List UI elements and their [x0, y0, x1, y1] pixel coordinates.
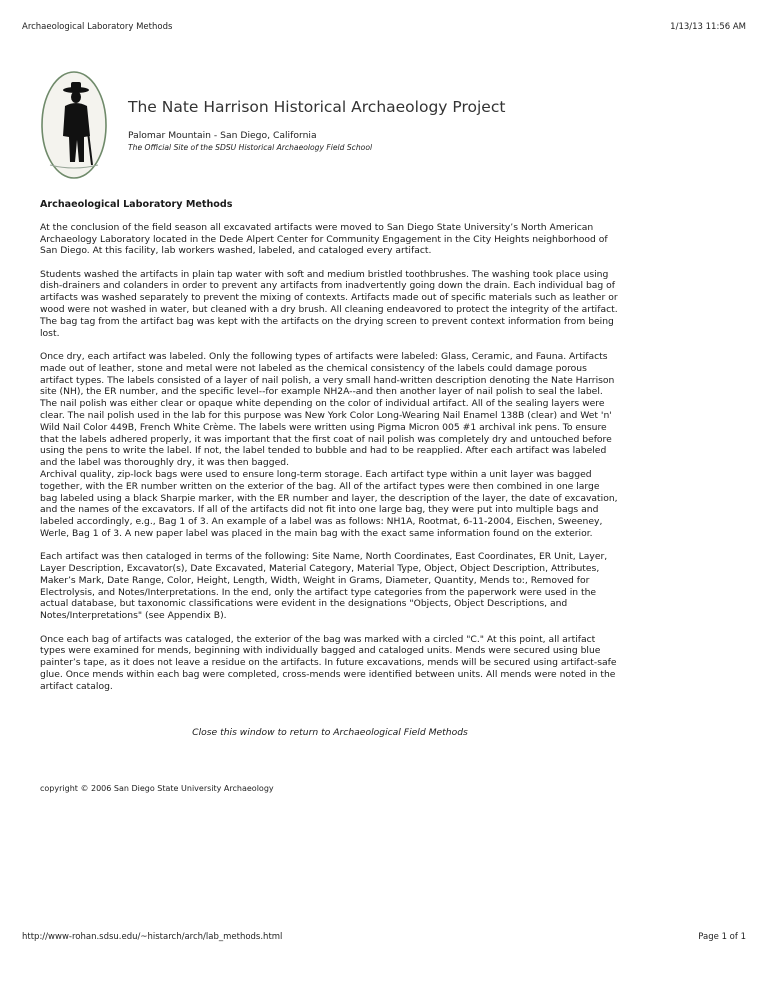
print-header: [22, 22, 746, 32]
close-window-link[interactable]: Close this window to return to Archaeological Field Methods: [192, 727, 468, 738]
project-location: Palomar Mountain - San Diego, California: [128, 130, 317, 141]
copyright-notice: copyright © 2006 San Diego State University Archaeology: [40, 784, 274, 793]
project-tagline: The Official Site of the SDSU Historical Archaeology Field School: [128, 143, 373, 152]
print-footer: [22, 932, 746, 942]
paragraph: Each artifact was then cataloged in terms of the following: Site Name, North Coordinates, East Coordinates, ER Unit, Layer, Layer Description, Excavator(s), Date Excavated, Material Category, Material Type, Object, Object Description, Attributes, Maker’s Mark, Date Range, Color, Height, Length, Width, Weight in Grams, Diameter, Quantity, Mends to:, Removed for Electrolysis, and Notes/Interpretations. In the end, only the artifact type categories from the paperwork were used in the actual database, but taxonomic classifications were evident in the designations "Objects, Object Descriptions, and Notes/Interpretations" (see Appendix B).: [40, 551, 608, 622]
paragraph: Once dry, each artifact was labeled. Only the following types of artifacts were labeled: Glass, Ceramic, and Fauna. Artifacts made out of leather, stone and metal were not labeled as the chemical consistency of the labels could damage porous artifact types. The labels consisted of a layer of nail polish, a very small hand-written description denoting the Nate Harrison site (NH), the ER number, and the specific level--for example NH2A--and then another layer of nail polish to seal the label. The nail polish was either clear or opaque white depending on the color of individual artifact. All of the sealing layers were clear. The nail polish used in the lab for this purpose was New York Color Long-Wearing Nail Enamel 138B (clear) and Wet 'n' Wild Nail Color 449B, French White Crème. The labels were written using Pigma Micron 005 #1 archival ink pens. To ensure that the labels adhered properly, it was important that the first coat of nail polish was completely dry and untouched before using the pens to write the label. If not, the label tended to bubble and had to be reapplied. After each artifact was labeled and the label was thoroughly dry, it was then bagged.: [40, 350, 615, 469]
print-footer-page: Page 1 of 1: [698, 932, 746, 942]
man-silhouette-logo: [40, 70, 108, 180]
paragraph: Archival quality, zip-lock bags were used to ensure long-term storage. Each artifact type within a unit layer was bagged together, with the ER number written on the exterior of the bag. All of the artifact types were then combined in one large bag labeled using a black Sharpie marker, with the ER number and layer, the description of the layer, the date of excavation, and the names of the excavators. If all of the artifacts did not fit into one large bag, they were put into multiple bags and labeled accordingly, e.g., Bag 1 of 3. An example of a label was as follows: NH1A, Rootmat, 6-11-2004, Eischen, Sweeney, Werle, Bag 1 of 3. A new paper label was placed in the main bag with the exact same information found on the exterior.: [40, 468, 618, 539]
project-title: The Nate Harrison Historical Archaeology Project: [128, 98, 506, 116]
site-banner: [40, 70, 728, 182]
page-heading: Archaeological Laboratory Methods: [40, 199, 233, 210]
paragraph: Students washed the artifacts in plain tap water with soft and medium bristled toothbrushes. The washing took place using dish-drainers and colanders in order to prevent any artifacts from inadvertently going down the drain. Each individual bag of artifacts was washed separately to prevent the mixing of contexts. Artifacts made out of specific materials such as leather or wood were not washed in water, but cleaned with a dry brush. All cleaning endeavored to protect the integrity of the artifact. The bag tag from the artifact bag was kept with the artifacts on the drying screen to prevent context information from being lost.: [40, 268, 618, 339]
print-header-title: Archaeological Laboratory Methods: [22, 22, 173, 32]
print-header-timestamp: 1/13/13 11:56 AM: [670, 22, 746, 32]
print-footer-url: http://www-rohan.sdsu.edu/~histarch/arch/lab_methods.html: [22, 932, 283, 942]
paragraph: At the conclusion of the field season all excavated artifacts were moved to San Diego State University’s North American Archaeology Laboratory located in the Dede Alpert Center for Community Engagement in the City Heights neighborhood of San Diego. At this facility, lab workers washed, labeled, and cataloged every artifact.: [40, 221, 608, 257]
paragraph: Once each bag of artifacts was cataloged, the exterior of the bag was marked with a circled "C." At this point, all artifact types were examined for mends, beginning with individually bagged and cataloged units. Mends were secured using blue painter’s tape, as it does not leave a residue on the artifacts. In future excavations, mends will be secured using artifact-safe glue. Once mends within each bag were completed, cross-mends were identified between units. All mends were noted in the artifact catalog.: [40, 633, 617, 692]
main-content: [40, 199, 618, 704]
